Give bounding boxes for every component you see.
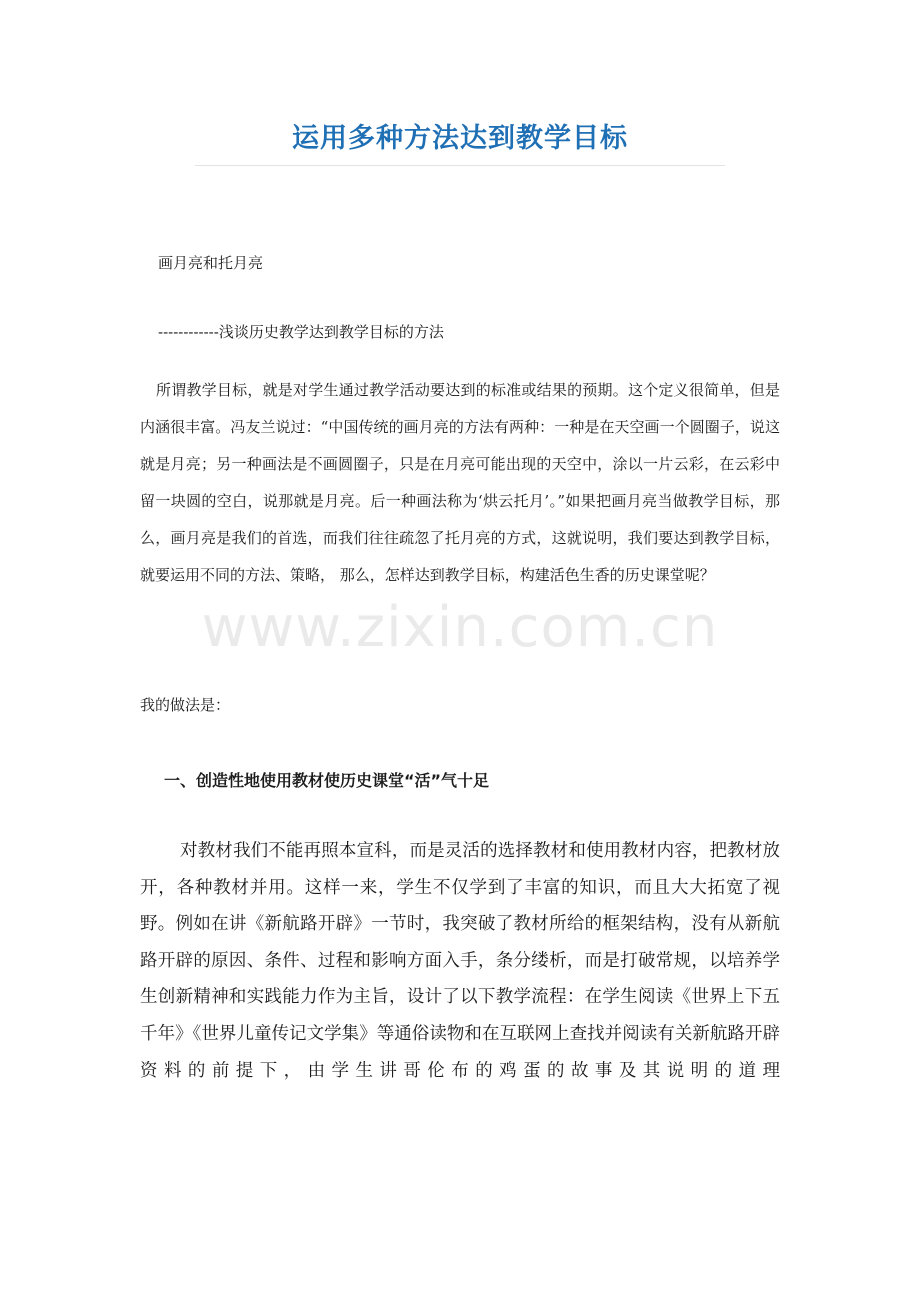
subtitle-line-2: ------------浅谈历史教学达到教学目标的方法	[158, 323, 444, 341]
section-1-paragraph: 对教材我们不能再照本宣科，而是灵活的选择教材和使用教材内容，把教材放开，各种教材并用。这样一来，学生不仅学到了丰富的知识，而且大大拓宽了视野。例如在讲《新航路开辟》一节时，我突破了教材所给的框架结构，没有从新航路开辟的原因、条件、过程和影响方面入手，条分缕析，而是打破常规，以培养学生创新精神和实践能力作为主旨，设计了以下教学流程：在学生阅读《世界上下五千年》《世界儿童传记文学集》等通俗读物和在互联网上查找并阅读有关新航路开辟资料的前提下，由学生讲哥伦布的鸡蛋的故事及其说明的道理	[140, 841, 780, 1081]
watermark-text: www.zixin.com.cn	[201, 595, 719, 660]
document-title: 运用多种方法达到教学目标	[292, 123, 628, 154]
subtitle-line-1: 画月亮和托月亮	[158, 254, 264, 272]
my-method-line: 我的做法是：	[140, 696, 231, 714]
section-1-heading: 一、创造性地使用教材使历史课堂“活”气十足	[164, 771, 490, 790]
intro-paragraph: 所谓教学目标，就是对学生通过教学活动要达到的标准或结果的预期。这个定义很简单，但是内涵很丰富。冯友兰说过：“中国传统的画月亮的方法有两种：一种是在天空画一个圆圈子，说这就是月亮；另一种画法是不画圆圈子，只是在月亮可能出现的天空中，涂以一片云彩，在云彩中留一块圆的空白，说那就是月亮。后一种画法称为‘烘云托月’。”如果把画月亮当做教学目标，那么，画月亮是我们的首选，而我们往往疏忽了托月亮的方式，这就说明，我们要达到教学目标，就要运用不同的方法、策略， 那么，怎样达到教学目标，构建活色生香的历史课堂呢？	[140, 381, 780, 584]
title-divider	[195, 165, 725, 166]
